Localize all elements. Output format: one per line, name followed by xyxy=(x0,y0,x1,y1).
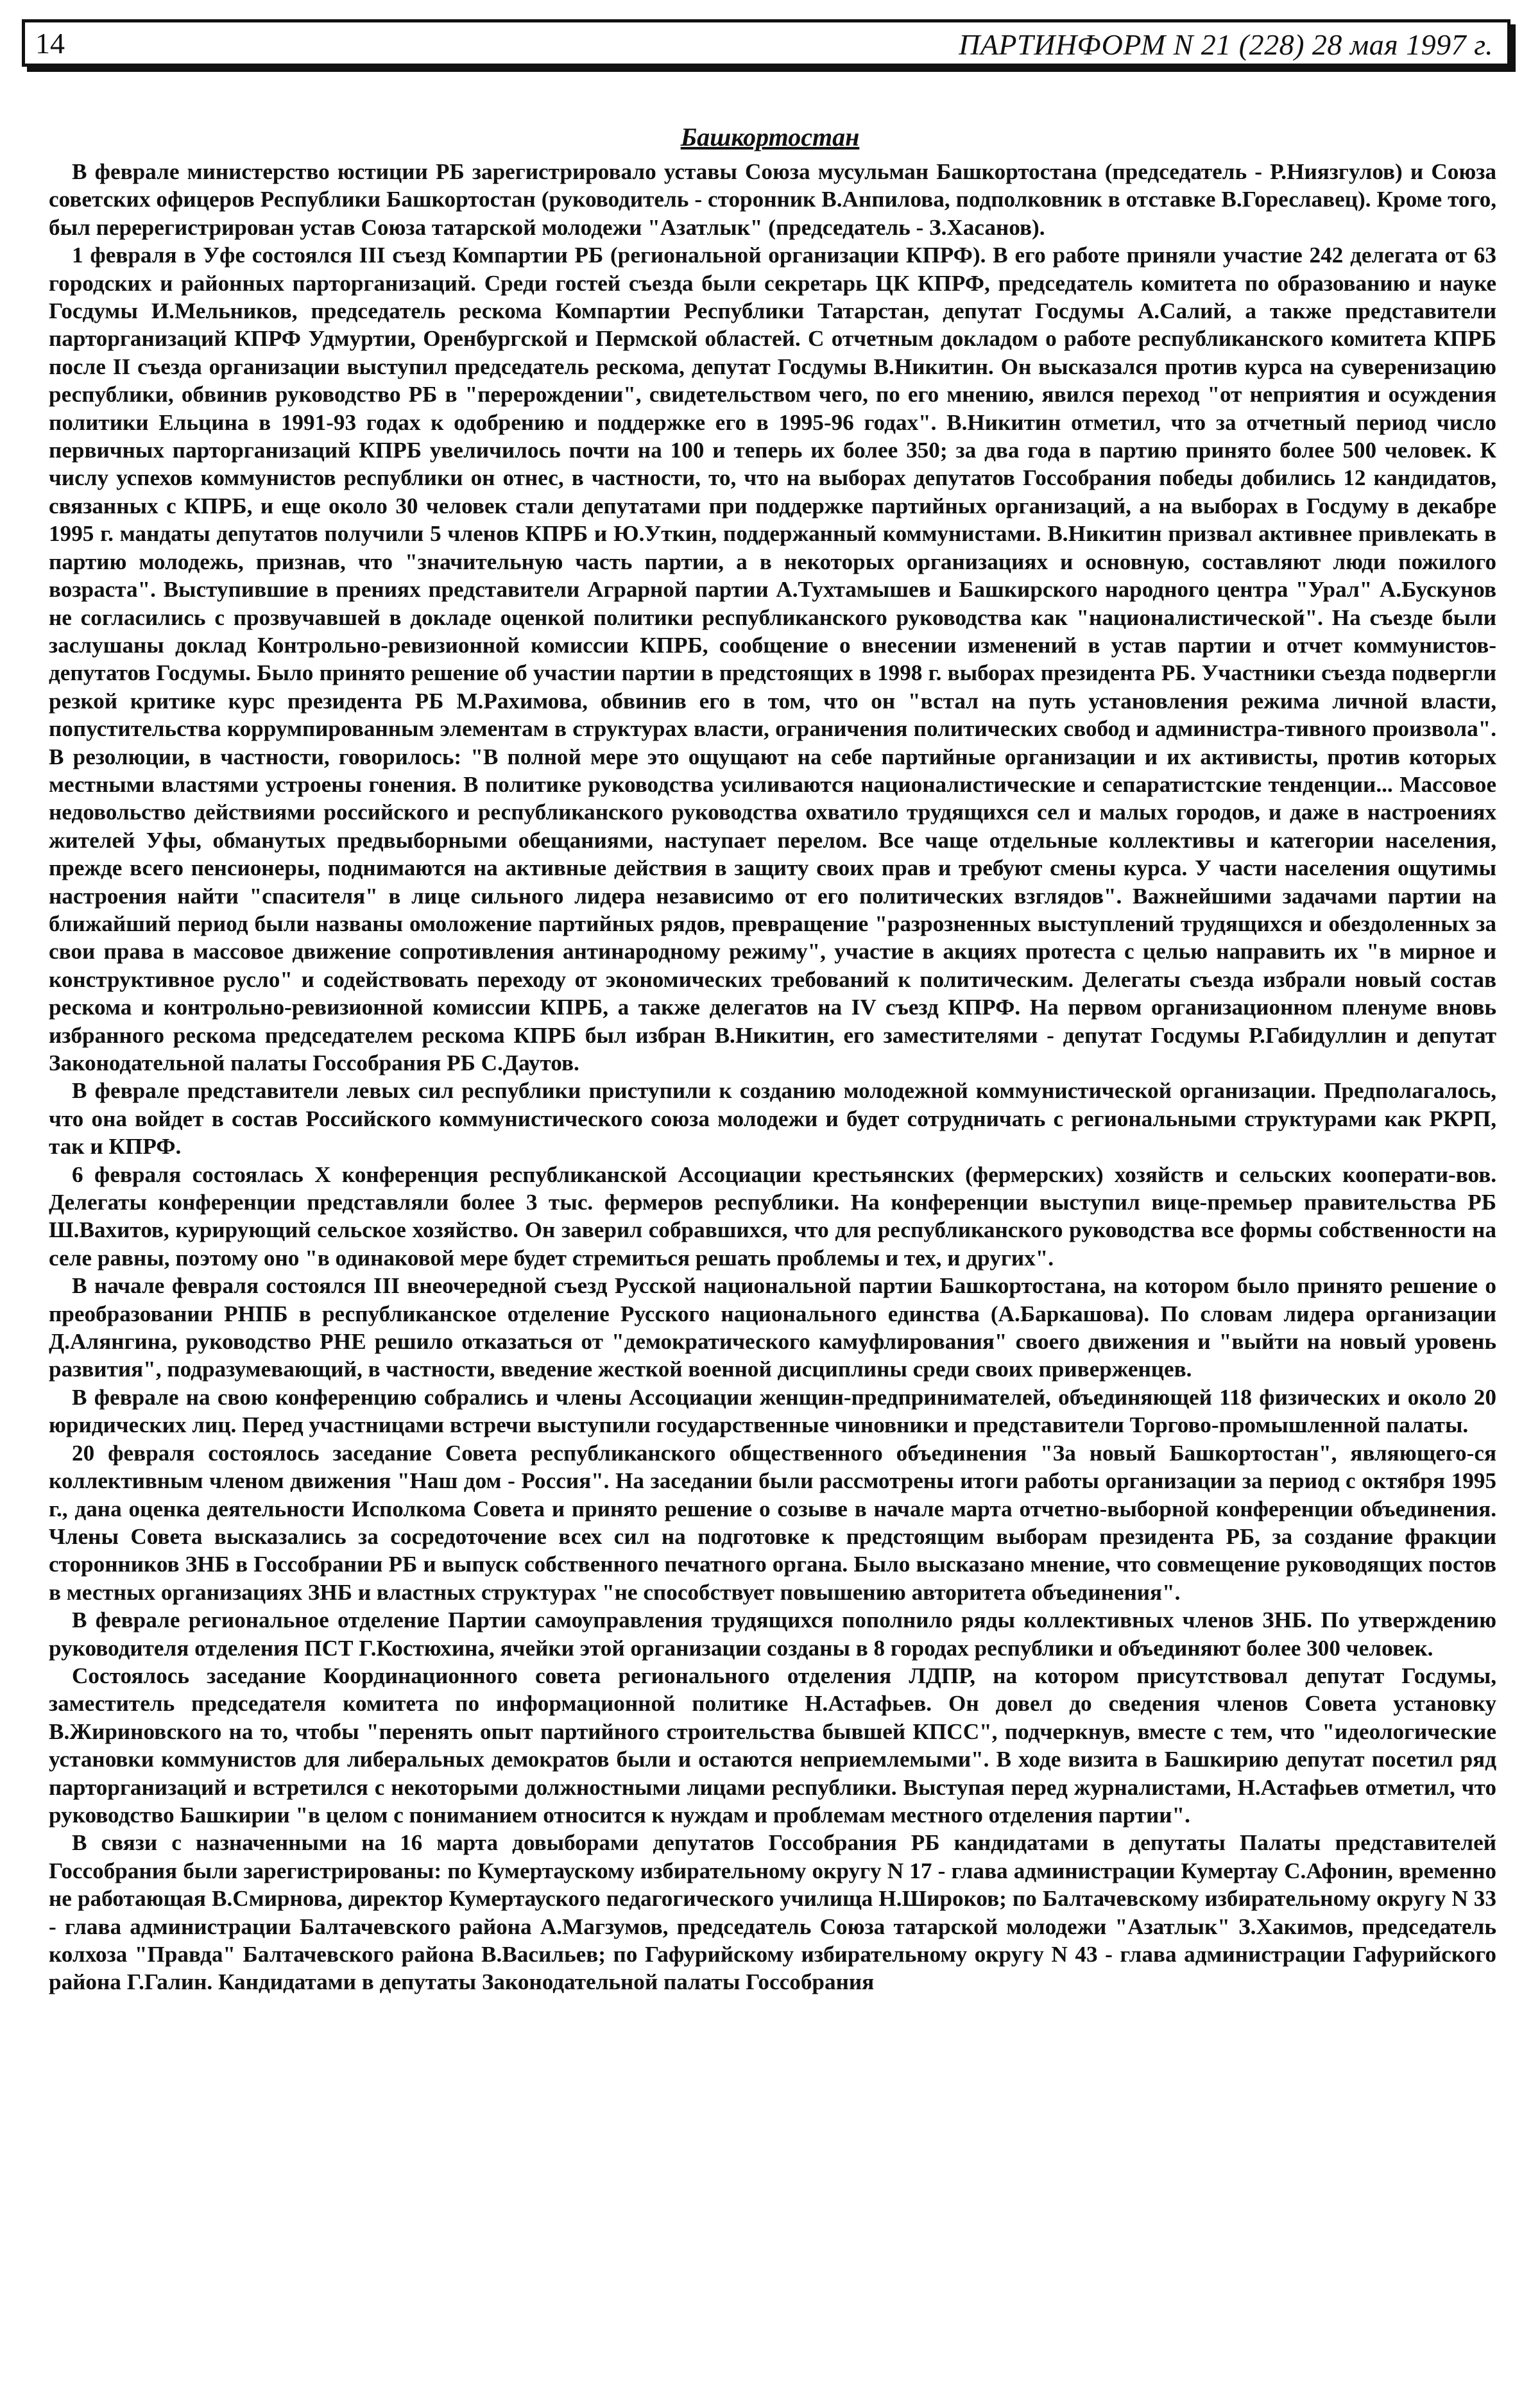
paragraph: В феврале представители левых сил республики приступили к созданию молодежной коммунистической организации. Предполагалось, что она войдет в состав Российского коммунистического союза молодежи и будет сотрудничать с региональными структурами как РКРП, так и КПРФ. xyxy=(49,1078,1496,1160)
paragraph: В феврале на свою конференцию собрались и члены Ассоциации женщин-предпринимателей, объединяющей 118 физических и около 20 юридических лиц. Перед участницами встречи выступили государственные чиновники и представители Торгово-промышленной палаты. xyxy=(49,1384,1496,1438)
paragraph: В связи с назначенными на 16 марта довыборами депутатов Госсобрания РБ кандидатами в депутаты Палаты представителей Госсобрания были зарегистрированы: по Кумертаускому избирательному округу N 17 - глава администрации Кумертау С.Афонин, временно не работающая В.Смирнова, директор Кумертауского педагогического училища Н.Широков; по Балтачевскому избирательному округу N 33 - глава администрации Балтачевского района А.Магзумов, председатель Союза татарской молодежи "Азатлык" З.Хакимов, председатель колхоза "Правда" Балтачевского района В.Васильев; по Гафурийскому избирательному округу N 43 - глава администрации Гафурийского района Г.Галин. Кандидатами в депутаты Законодательной палаты Госсобрания xyxy=(49,1830,1496,1995)
paragraph: 20 февраля состоялось заседание Совета республиканского общественного объединения "За новый Башкортостан", являющего-ся коллективным членом движения "Наш дом - Россия". На заседании были рассмотрены итоги работы организации за период с октября 1995 г., дана оценка деятельности Исполкома Совета и принято решение о созыве в начале марта отчетно-выборной конференции объединения. Члены Совета высказались за сосредоточение всех сил на подготовке к предстоящим выборам президента РБ, за создание фракции сторонников ЗНБ в Госсобрании РБ и выпуск собственного печатного органа. Было высказано мнение, что совмещение руководящих постов в местных организациях ЗНБ и властных структурах "не способствует повышению авторитета объединения". xyxy=(49,1440,1496,1605)
article-body xyxy=(49,158,1496,1996)
section-title: Башкортостан xyxy=(680,123,860,151)
paragraph: 6 февраля состоялась X конференция республиканской Ассоциации крестьянских (фермерских) хозяйств и сельских кооперати-вов. Делегаты конференции представляли более 3 тыс. фермеров республики. На конференции выступил вице-премьер правительства РБ Ш.Вахитов, курирующий сельское хозяйство. Он заверил собравшихся, что для республиканского руководства все формы собственности на селе равны, поэтому оно "в одинаковой мере будет стремиться решать проблемы и тех, и других". xyxy=(49,1161,1496,1271)
paragraph: В феврале региональное отделение Партии самоуправления трудящихся пополнило ряды коллективных членов ЗНБ. По утверждению руководителя отделения ПСТ Г.Костюхина, ячейки этой организации созданы в 8 городах республики и объединяют более 300 человек. xyxy=(49,1607,1496,1661)
newspaper-masthead: ПАРТИНФОРМ N 21 (228) 28 мая 1997 г. xyxy=(959,28,1493,61)
page-number: 14 xyxy=(35,27,65,60)
page-header xyxy=(22,19,1510,67)
paragraph: В феврале министерство юстиции РБ зарегистрировало уставы Союза мусульман Башкортостана (председатель - Р.Ниязгулов) и Союза советских офицеров Республики Башкортостан (руководитель - сторонник В.Анпилова, подполковник в отставке В.Гореславец). Кроме того, был перерегистрирован устав Союза татарской молодежи "Азатлык" (председатель - З.Хасанов). xyxy=(49,159,1496,240)
paragraph: 1 февраля в Уфе состоялся III съезд Компартии РБ (региональной организации КПРФ). В его работе приняли участие 242 делегата от 63 городских и районных парторганизаций. Среди гостей съезда были секретарь ЦК КПРФ, председатель комитета по образованию и науке Госдумы И.Мельников, председатель рескома Компартии Республики Татарстан, депутат Госдумы А.Салий, а также представители парторганизаций КПРФ Удмуртии, Оренбургской и Пермской областей. С отчетным докладом о работе республиканского комитета КПРБ после II съезда организации выступил председатель рескома, депутат Госдумы В.Никитин. Он высказался против курса на суверенизацию республики, обвинив руководство РБ в "перерождении", свидетельством чего, по его мнению, явился переход "от неприятия и осуждения политики Ельцина в 1991-93 годах к одобрению и поддержке его в 1995-96 годах". В.Никитин отметил, что за отчетный период число первичных парторганизаций КПРБ увеличилось почти на 100 и теперь их более 350; за два года в партию принято более 500 человек. К числу успехов коммунистов республики он отнес, в частности, то, что на выборах депутатов Госсобрания победы добились 12 кандидатов, связанных с КПРБ, и еще около 30 человек стали депутатами при поддержке партийных организаций, а на выборах в Госдуму в декабре 1995 г. мандаты депутатов получили 5 членов КПРБ и Ю.Уткин, поддержанный коммунистами. В.Никитин призвал активнее привлекать в партию молодежь, признав, что "значительную часть партии, а в некоторых организациях и основную, составляют люди пожилого возраста". Выступившие в прениях представители Аграрной партии А.Тухтамышев и Башкирского народного центра "Урал" А.Бускунов не согласились с прозвучавшей в докладе оценкой политики республиканского руководства как "националистической". На съезде были заслушаны доклад Контрольно-ревизионной комиссии КПРБ, сообщение о внесении изменений в устав партии и отчет коммунистов-депутатов Госдумы. Было принято решение об участии партии в предстоящих в 1998 г. выборах президента РБ. Участники съезда подвергли резкой критике курс президента РБ М.Рахимова, обвинив его в том, что он "встал на путь установления режима личной власти, попустительства коррумпированным элементам в структурах власти, ограничения политических свобод и администра-тивного произвола". В резолюции, в частности, говорилось: "В полной мере это ощущают на себе партийные организации и их активисты, против которых местными властями устроены гонения. В политике руководства усиливаются националистические и сепаратистские тенденции... Массовое недовольство действиями российского и республиканского руководства охватило трудящихся сел и малых городов, и даже в настроениях жителей Уфы, обманутых предвыборными обещаниями, наступает перелом. Все чаще отдельные коллективы и категории населения, прежде всего пенсионеры, поднимаются на активные действия в защиту своих прав и требуют смены курса. У части населения ощутимы настроения найти "спасителя" в лице сильного лидера независимо от его политических взглядов". Важнейшими задачами партии на ближайший период были названы омоложение партийных рядов, превращение "разрозненных выступлений трудящихся и обездоленных за свои права в массовое движение сопротивления антинародному режиму", участие в акциях протеста с целью направить их "в мирное и конструктивное русло" и содействовать переходу от экономических требований к политическим. Делегаты съезда избрали новый состав рескома и контрольно-ревизионной комиссии КПРБ, а также делегатов на IV съезд КПРФ. На первом организационном пленуме вновь избранного рескома председателем рескома КПРБ был избран В.Никитин, его заместителями - депутат Госдумы Р.Габидуллин и депутат Законодательной палаты Госсобрания РБ С.Даутов. xyxy=(49,243,1496,1075)
paragraph: В начале февраля состоялся III внеочередной съезд Русской национальной партии Башкортостана, на котором было принято решение о преобразовании РНПБ в республиканское отделение Русского национального единства (А.Баркашова). По словам лидера организации Д.Алянгина, руководство РНЕ решило отказаться от "демократического камуфлирования" своего движения и "выйти на новый уровень развития", подразумевающий, в частности, введение жесткой военной дисциплины среди своих приверженцев. xyxy=(49,1273,1496,1382)
paragraph: Состоялось заседание Координационного совета регионального отделения ЛДПР, на котором присутствовал депутат Госдумы, заместитель председателя комитета по информационной политике Н.Астафьев. Он довел до сведения членов Совета установку В.Жириновского на то, чтобы "перенять опыт партийного строительства бывшей КПСС", подчеркнув, вместе с тем, что "идеологические установки коммунистов для либеральных демократов были и остаются неприемлемыми". В ходе визита в Башкирию депутат посетил ряд парторганизаций и встретился с некоторыми должностными лицами республики. Выступая перед журналистами, Н.Астафьев отметил, что руководство Башкирии "в целом с пониманием относится к нуждам и проблемам местного отделения партии". xyxy=(49,1663,1496,1828)
